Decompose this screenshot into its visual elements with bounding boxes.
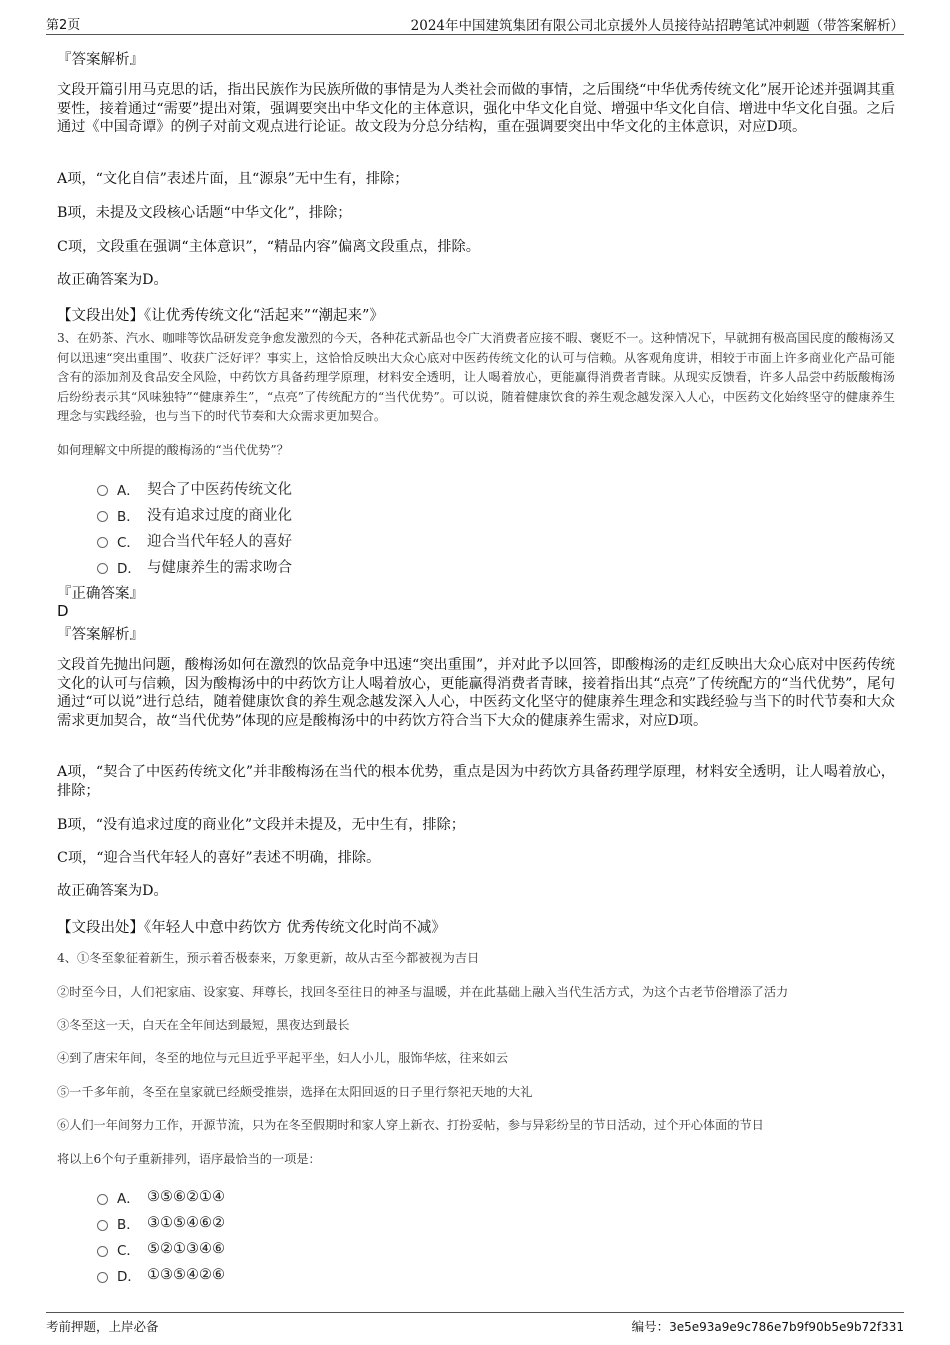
q3-option-a[interactable]: A． 契合了中医药传统文化: [97, 478, 292, 499]
q4-sentence-2: ②时至今日，人们祀家庙、设家宴、拜尊长，找回冬至往日的神圣与温暖，并在此基础上融入当代生活方式，为这个古老节俗增添了活力: [57, 985, 789, 999]
radio-icon[interactable]: [97, 485, 108, 496]
q3-analysis-text: 文段首先抛出问题，酸梅汤如何在激烈的饮品竞争中迅速“突出重围”，并对此予以回答，即酸梅汤的走红反映出大众心底对中医药传统文化的认可与信赖，因为酸梅汤中的中药饮方让人喝着放心，更能赢得消费者青睐，接着指出其“点亮”了传统配方的“当代优势”，尾句通过“可以说”进行总结，随着健康饮食的养生观念越发深入人心，中医药文化坚守的健康养生理念和实践经验与当下的时代节奏和大众需求更加契合，故“当代优势”体现的应是酸梅汤中的中药饮方符合当下大众的健康养生需求，对应D项。: [57, 657, 895, 729]
document-title: 2024年中国建筑集团有限公司北京援外人员接待站招聘笔试冲刺题（带答案解析）: [410, 18, 904, 34]
q3-analysis-label: 『答案解析』: [57, 627, 144, 643]
q4-option-a-text: ③⑤⑥②①④: [147, 1189, 225, 1205]
document-code: [632, 1317, 904, 1335]
q3-question: 如何理解文中所提的酸梅汤的“当代优势”？: [57, 443, 289, 457]
q2-option-c-note: C项，文段重在强调“主体意识”，“精品内容”偏离文段重点，排除。: [57, 239, 480, 255]
q4-option-d[interactable]: D． ①③⑤④②⑥: [97, 1265, 225, 1285]
q4-option-b-text: ③①⑤④⑥②: [147, 1215, 225, 1231]
q3-option-a-text: 契合了中医药传统文化: [147, 482, 292, 498]
radio-icon[interactable]: [97, 537, 108, 548]
q2-analysis-text: 文段开篇引用马克思的话，指出民族作为民族所做的事情是为人类社会而做的事情，之后围绕“中华优秀传统文化”展开论述并强调其重要性，接着通过“需要”提出对策，强调要突出中华文化的主体意识，强化中华文化自觉、增强中华文化自信、增进中华文化自强。之后通过《中国奇谭》的例子对前文观点进行论证。故文段为分总分结构，重在强调要突出中华文化的主体意识，对应D项。: [57, 82, 895, 135]
q4-sentence-6: ⑥人们一年间努力工作，开源节流，只为在冬至假期时和家人穿上新衣、打扮妥帖，参与异彩纷呈的节日活动，过个开心体面的节日: [57, 1118, 764, 1132]
radio-icon[interactable]: [97, 1194, 108, 1205]
q4-option-c-text: ⑤②①③④⑥: [147, 1241, 225, 1257]
radio-icon[interactable]: [97, 1220, 108, 1231]
q2-option-b-note: B项，未提及文段核心话题“中华文化”，排除；: [57, 205, 352, 221]
page-header: [46, 12, 904, 35]
document-code-value: 3e5e93a9e9c786e7b9f90b5e9b72f331: [669, 1320, 904, 1334]
q4-sentence-4: ④到了唐宋年间，冬至的地位与元旦近乎平起平坐，妇人小儿，服饰华炫，往来如云: [57, 1051, 508, 1065]
q3-correct-label: 『正确答案』: [57, 586, 144, 602]
q2-conclusion: 故正确答案为D。: [57, 272, 168, 288]
q3-option-c-text: 迎合当代年轻人的喜好: [147, 534, 292, 550]
radio-icon[interactable]: [97, 1272, 108, 1283]
q4-question: 将以上6个句子重新排列，语序最恰当的一项是：: [57, 1152, 321, 1166]
page-number: 第2页: [46, 18, 81, 33]
radio-icon[interactable]: [97, 1246, 108, 1257]
q4-sentence-5: ⑤一千多年前，冬至在皇家就已经颇受推崇，选择在太阳回返的日子里行祭祀天地的大礼: [57, 1085, 533, 1099]
q3-option-d-text: 与健康养生的需求吻合: [147, 560, 292, 576]
q3-correct-answer: D: [57, 602, 69, 620]
q3-option-c[interactable]: C． 迎合当代年轻人的喜好: [97, 530, 292, 551]
radio-icon[interactable]: [97, 511, 108, 522]
radio-icon[interactable]: [97, 563, 108, 574]
q3-option-a-note: A项，“契合了中医药传统文化”并非酸梅汤在当代的根本优势，重点是因为中药饮方具备药理学原理，材料安全透明，让人喝着放心，排除；: [57, 764, 895, 799]
q4-option-c[interactable]: C． ⑤②①③④⑥: [97, 1239, 225, 1259]
q3-option-b-note: B项，“没有追求过度的商业化”文段并未提及，无中生有，排除；: [57, 817, 465, 833]
page-footer: [46, 1312, 904, 1335]
q4-sentence-1: 4、①冬至象征着新生，预示着否极泰来，万象更新，故从古至今都被视为吉日: [57, 951, 480, 965]
q3-conclusion: 故正确答案为D。: [57, 883, 168, 899]
q3-option-c-note: C项，“迎合当代年轻人的喜好”表述不明确，排除。: [57, 850, 381, 866]
document-code-label: 编号：: [631, 1319, 670, 1334]
q3-option-d[interactable]: D． 与健康养生的需求吻合: [97, 556, 292, 577]
q3-passage: 3、在奶茶、汽水、咖啡等饮品研发竞争愈发激烈的今天，各种花式新品也令广大消费者应接不暇、褒贬不一。这种情况下，早就拥有极高国民度的酸梅汤又何以迅速“突出重围”、收获广泛好评？事实上，这恰恰反映出大众心底对中医药传统文化的认可与信赖。从客观角度讲，相较于市面上许多商业化产品可能含有的添加剂及食品安全风险，中药饮方具备药理学原理，材料安全透明，让人喝着放心，更能赢得消费者青睐。从现实反馈看，许多人品尝中药版酸梅汤后纷纷表示其“风味独特”“健康养生”，“点亮”了传统配方的“当代优势”。可以说，随着健康饮食的养生观念越发深入人心，中医药文化始终坚守的健康养生理念与实践经验，也与当下的时代节奏和大众需求更加契合。: [57, 331, 895, 423]
q3-source: 【文段出处】《年轻人中意中药饮方 优秀传统文化时尚不减》: [57, 920, 446, 936]
q3-option-b[interactable]: B． 没有追求过度的商业化: [97, 504, 292, 525]
q4-option-b[interactable]: B． ③①⑤④⑥②: [97, 1213, 225, 1233]
q3-option-b-text: 没有追求过度的商业化: [147, 508, 292, 524]
footer-slogan: 考前押题，上岸必备: [46, 1319, 159, 1334]
q2-source: 【文段出处】《让优秀传统文化“活起来”“潮起来”》: [57, 308, 384, 324]
q4-sentence-3: ③冬至这一天，白天在全年间达到最短，黑夜达到最长: [57, 1018, 350, 1032]
q2-option-a-note: A项，“文化自信”表述片面，且“源泉”无中生有，排除；: [57, 171, 409, 187]
q4-option-d-text: ①③⑤④②⑥: [147, 1267, 225, 1283]
q4-option-a[interactable]: A． ③⑤⑥②①④: [97, 1187, 225, 1207]
q2-analysis-label: 『答案解析』: [57, 52, 144, 68]
